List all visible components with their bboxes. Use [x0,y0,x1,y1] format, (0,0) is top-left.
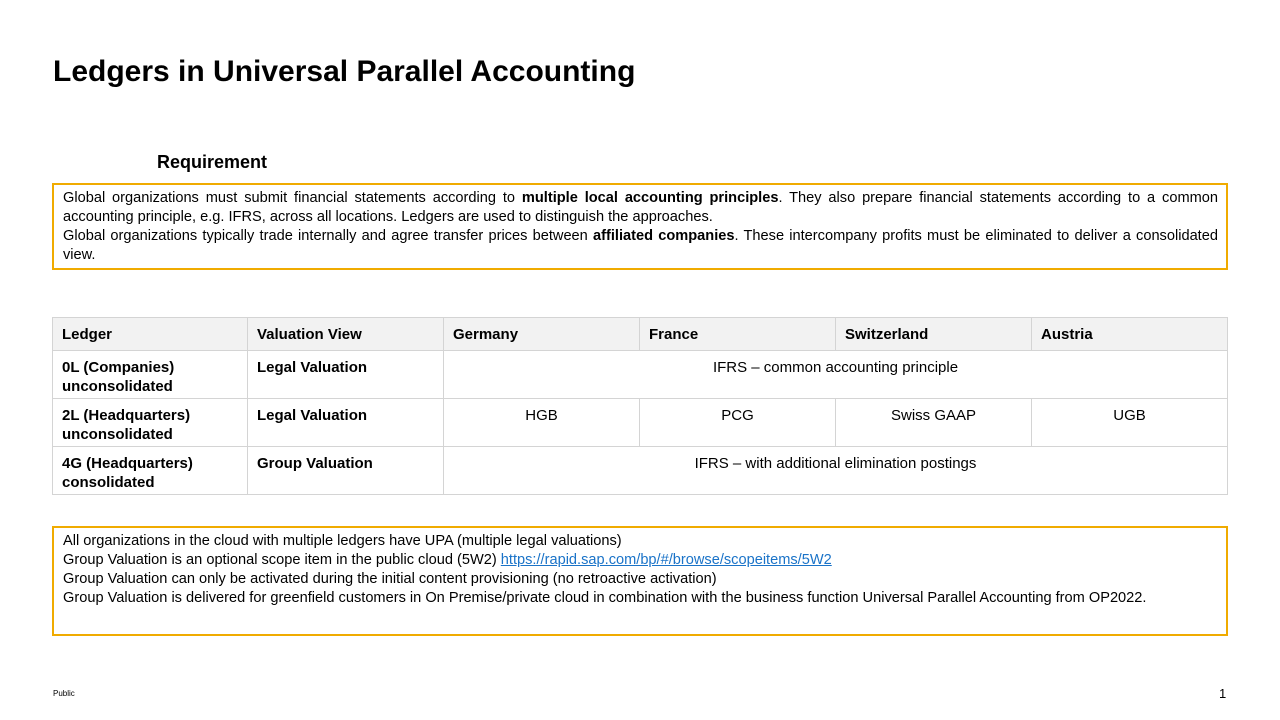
table-row [53,399,1228,447]
requirement-heading: Requirement [157,152,268,172]
page-title: Ledgers in Universal Parallel Accounting [53,55,636,88]
note-line-1: All organizations in the cloud with multiple ledgers have UPA (multiple legal valuations) [63,533,622,549]
note-line-3: Group Valuation can only be activated during the initial content provisioning (no retroactive activation) [63,571,717,587]
table-header-row [53,318,1228,351]
header-france: France [640,318,836,351]
header-ledger: Ledger [53,318,248,351]
valuation-view-cell: Legal Valuation [248,399,444,447]
table-row [53,447,1228,495]
ledger-cell: 2L (Headquarters) unconsolidated [53,399,248,447]
classification-label: Public [53,689,75,698]
note-line-2: Group Valuation is an optional scope item in the public cloud (5W2) https://rapid.sap.com/bp/#/browse/scopeitems/5W2 [63,552,832,568]
valuation-view-cell: Group Valuation [248,447,444,495]
germany-cell: HGB [444,399,640,447]
requirement-paragraph-1: Global organizations must submit financial statements according to multiple local accounting principles. They also prepare financial statements according to a common accounting principle, e.g. IFRS, across all locations. Ledgers are used to distinguish the approaches. [63,190,1219,225]
ledger-table [52,317,1228,495]
requirement-paragraph-2: Global organizations typically trade internally and agree transfer prices between affiliated companies. These intercompany profits must be eliminated to deliver a consolidated view. [63,228,1218,263]
header-valuation-view: Valuation View [248,318,444,351]
page-number: 1 [1219,686,1227,701]
header-germany: Germany [444,318,640,351]
principle-span-cell: IFRS – with additional elimination postings [444,447,1228,495]
ledger-cell: 4G (Headquarters) consolidated [53,447,248,495]
ledger-cell: 0L (Companies) unconsolidated [53,351,248,399]
requirement-box [52,183,1228,270]
header-switzerland: Switzerland [836,318,1032,351]
scope-item-link[interactable]: https://rapid.sap.com/bp/#/browse/scopeitems/5W2 [500,552,832,568]
valuation-view-cell: Legal Valuation [248,351,444,399]
principle-span-cell: IFRS – common accounting principle [444,351,1228,399]
table-row [53,351,1228,399]
notes-box [52,526,1228,636]
switzerland-cell: Swiss GAAP [836,399,1032,447]
note-line-4: Group Valuation is delivered for greenfield customers in On Premise/private cloud in combination with the business function Universal Parallel Accounting from OP2022. [63,590,1147,606]
austria-cell: UGB [1032,399,1228,447]
france-cell: PCG [640,399,836,447]
header-austria: Austria [1032,318,1228,351]
